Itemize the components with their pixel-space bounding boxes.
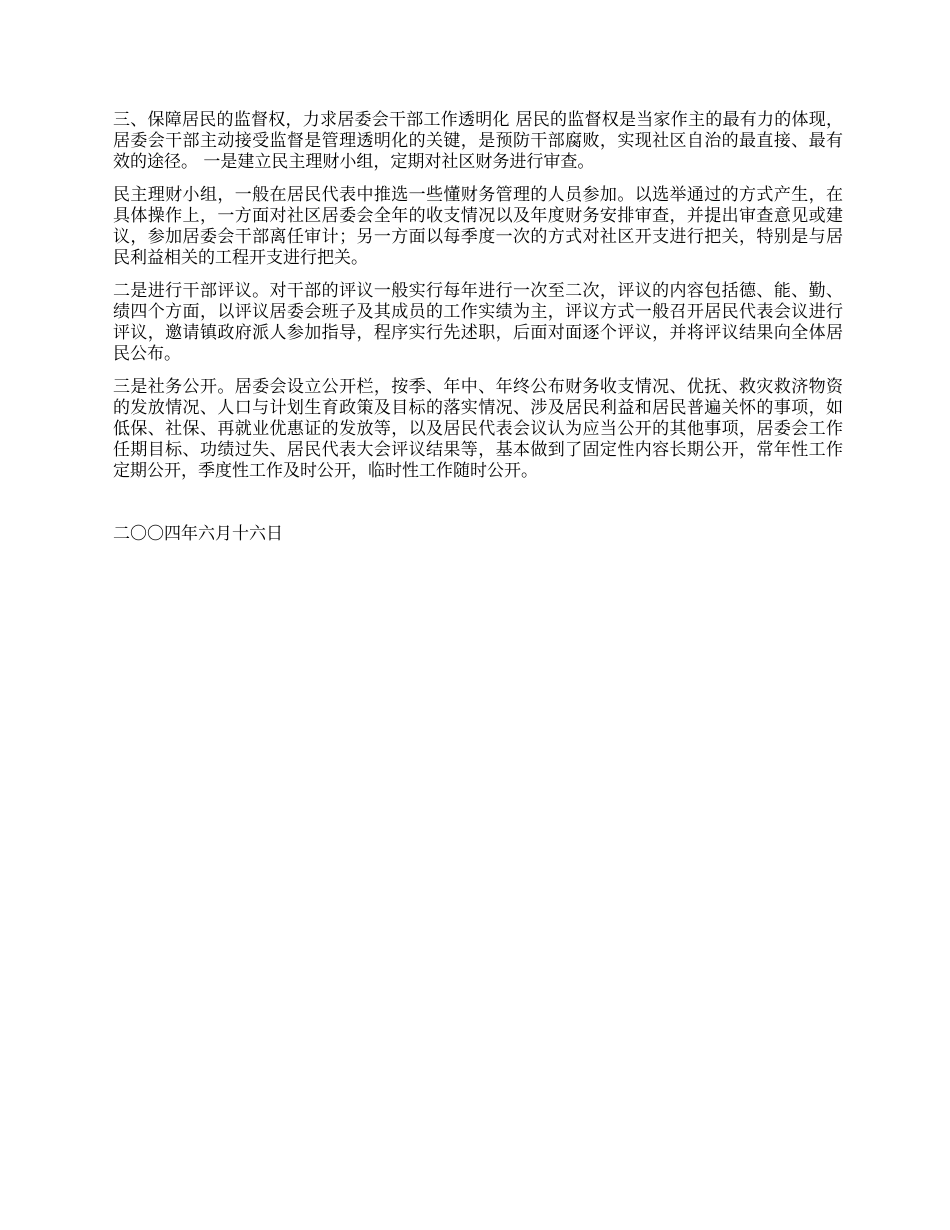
paragraph-affairs-disclosure: 三是社务公开。居委会设立公开栏，按季、年中、年终公布财务收支情况、优抚、救灾救济物资的发放情况、人口与计划生育政策及目标的落实情况、涉及居民利益和居民普遍关怀的事项，如低保、社保、再就业优惠证的发放等，以及居民代表会议认为应当公开的其他事项，居委会工作任期目标、功绩过失、居民代表大会评议结果等，基本做到了固定性内容长期公开，常年性工作定期公开，季度性工作及时公开，临时性工作随时公开。 — [113, 377, 843, 481]
paragraph-cadre-review: 二是进行干部评议。对干部的评议一般实行每年进行一次至二次，评议的内容包括德、能、勤、绩四个方面，以评议居委会班子及其成员的工作实绩为主，评议方式一般召开居民代表会议进行评议，邀请镇政府派人参加指导，程序实行先述职，后面对面逐个评议，并将评议结果向全体居民公布。 — [113, 281, 843, 364]
document-page — [113, 110, 843, 557]
paragraph-supervision: 三、保障居民的监督权，力求居委会干部工作透明化 居民的监督权是当家作主的最有力的体现，居委会干部主动接受监督是管理透明化的关键，是预防干部腐败，实现社区自治的最直接、最有效的途径。 一是建立民主理财小组，定期对社区财务进行审查。 — [113, 110, 843, 172]
document-date: 二〇〇四年六月十六日 — [113, 524, 283, 544]
paragraph-finance-group: 民主理财小组，一般在居民代表中推选一些懂财务管理的人员参加。以选举通过的方式产生，在具体操作上，一方面对社区居委会全年的收支情况以及年度财务安排审查，并提出审查意见或建议，参加居委会干部离任审计；另一方面以每季度一次的方式对社区开支进行把关，特别是与居民利益相关的工程开支进行把关。 — [113, 185, 843, 268]
